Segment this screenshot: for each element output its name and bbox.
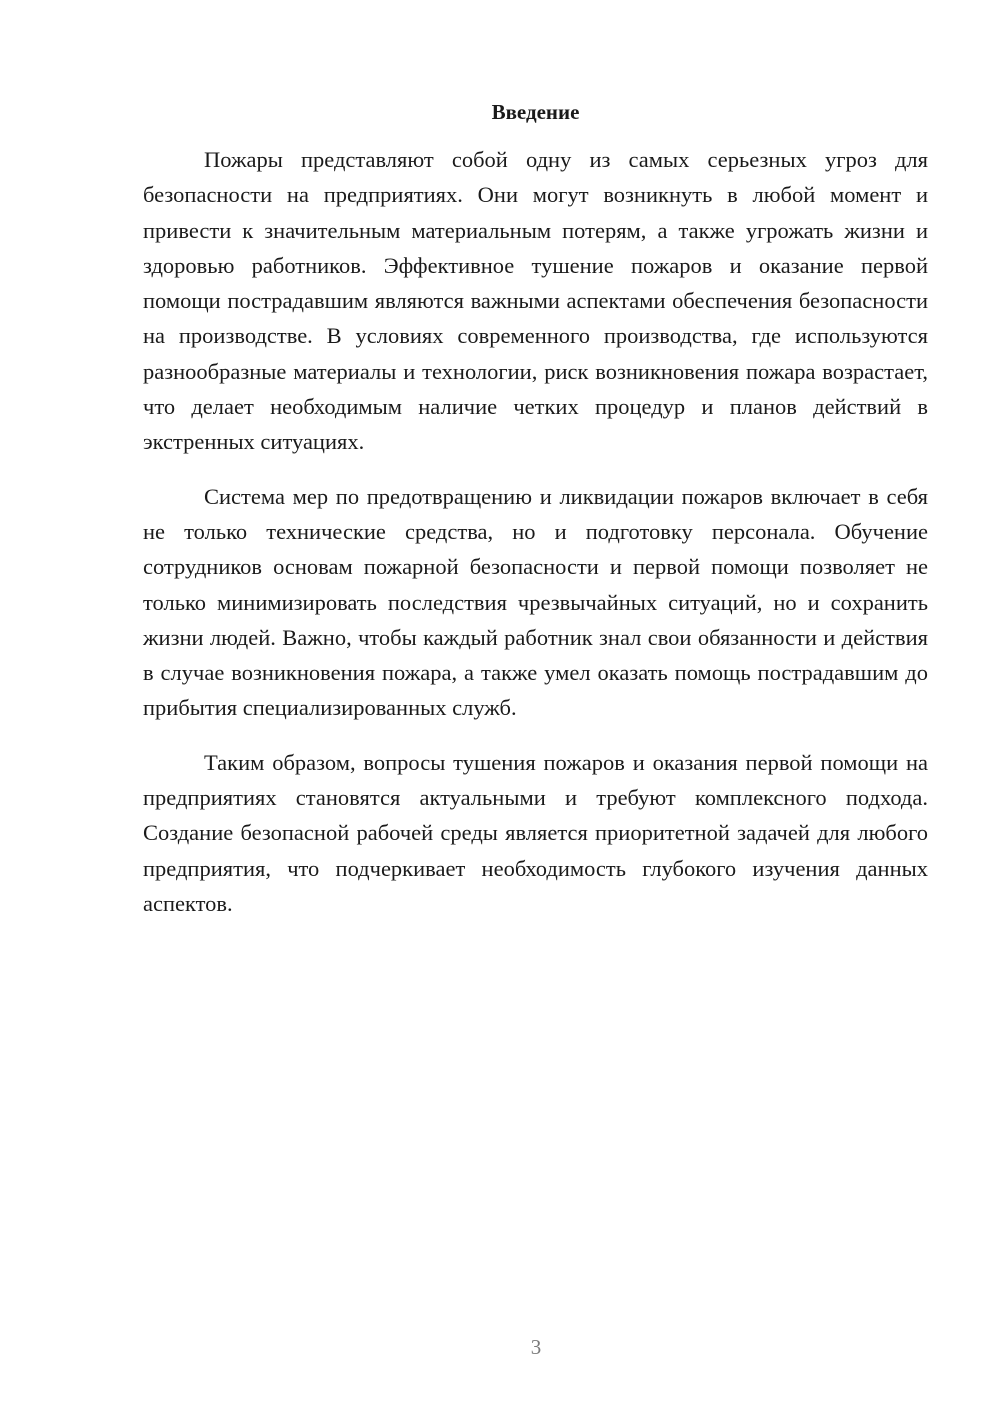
document-body xyxy=(143,142,928,921)
paragraph-2: Система мер по предотвращению и ликвидации пожаров включает в себя не только технические средства, но и подготовку персонала. Обучение сотрудников основам пожарной безопасности и первой помощи позволяет не только минимизировать последствия чрезвычайных ситуаций, но и сохранить жизни людей. Важно, чтобы каждый работник знал свои обязанности и действия в случае возникновения пожара, а также умел оказать помощь пострадавшим до прибытия специализированных служб. xyxy=(143,483,928,721)
section-heading: Введение xyxy=(491,100,580,124)
paragraph-3: Таким образом, вопросы тушения пожаров и оказания первой помощи на предприятиях становятся актуальными и требуют комплексного подхода. Создание безопасной рабочей среды является приоритетной задачей для любого предприятия, что подчеркивает необходимость глубокого изучения данных аспектов. xyxy=(143,749,928,916)
paragraph-1: Пожары представляют собой одну из самых серьезных угроз для безопасности на предприятиях. Они могут возникнуть в любой момент и привести к значительным материальным потерям, а также угрожать жизни и здоровью работников. Эффективное тушение пожаров и оказание первой помощи пострадавшим являются важными аспектами обеспечения безопасности на производстве. В условиях современного производства, где используются разнообразные материалы и технологии, риск возникновения пожара возрастает, что делает необходимым наличие четких процедур и планов действий в экстренных ситуациях. xyxy=(143,147,928,455)
page-number: 3 xyxy=(530,1335,542,1359)
